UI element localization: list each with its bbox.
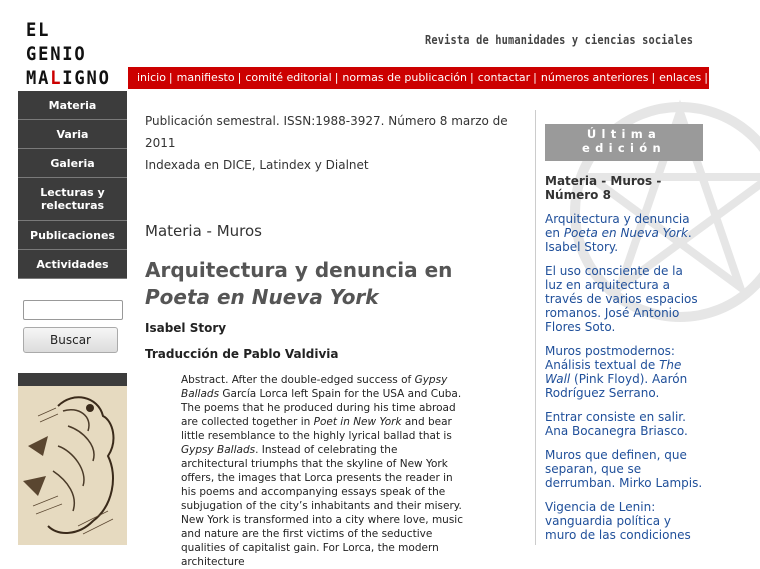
column-divider <box>535 110 536 545</box>
article-translator: Traducción de Pablo Valdivia <box>145 347 339 361</box>
latest-edition-links <box>545 212 703 542</box>
topnav-separator: | <box>533 71 537 84</box>
sidebar-divider-bar <box>18 373 127 386</box>
latest-edition-link[interactable]: Vigencia de Lenin: vanguardia política y muro de las condiciones <box>545 500 691 542</box>
article-author: Isabel Story <box>145 321 227 335</box>
site-tagline: Revista de humanidades y ciencias sociales <box>425 33 694 47</box>
topnav-separator: | <box>237 71 242 84</box>
topnav-separator: | <box>651 71 656 84</box>
topnav-item[interactable]: normas de publicación <box>342 71 468 84</box>
topnav-item[interactable]: enlaces <box>659 71 702 84</box>
sidebar-item-materia[interactable]: Materia <box>18 91 127 120</box>
latest-edition-link[interactable]: Arquitectura y denuncia en Poeta en Nueva York. Isabel Story. <box>545 212 692 254</box>
topnav-item[interactable]: inicio <box>137 71 166 84</box>
topnav-separator: | <box>704 71 708 84</box>
main-content <box>145 110 530 176</box>
latest-edition-link[interactable]: El uso consciente de la luz en arquitectura a través de varios espacios romanos. José Antonio Flores Soto. <box>545 264 698 334</box>
topnav-item[interactable]: contactar <box>477 71 531 84</box>
topnav-separator: | <box>168 71 173 84</box>
section-title: Materia - Muros <box>145 222 262 240</box>
site-logo[interactable] <box>18 18 128 89</box>
latest-edition-link[interactable]: Muros que definen, que separan, que se derrumban. Mirko Lampis. <box>545 448 703 490</box>
engraving-image <box>18 386 127 545</box>
article-title: Arquitectura y denuncia en Poeta en Nueva York <box>145 258 453 309</box>
top-navigation <box>128 67 709 89</box>
right-sidebar <box>545 124 703 542</box>
sidebar-item-galeria[interactable]: Galeria <box>18 149 127 178</box>
left-sidebar-nav <box>18 91 127 279</box>
latest-edition-link[interactable]: Entrar consiste en salir. Ana Bocanegra Briasco. <box>545 410 688 438</box>
article-abstract: Abstract. After the double-edged success of Gypsy Ballads García Lorca left Spain for the USA and Cuba. The poems that he produced during his time abroad are collected together in Poet in New York and bear little resemblance to the highly lyrical ballad that is Gypsy Ballads. Instead of celebrating the architectural triumphs that the skyline of New York offers, the images that Lorca presents the reader in his poems and accompanying essays speak of the subjugation of the city’s inhabitants and their misery. New York is transformed into a city where love, music and nature are the first victims of the seductive qualities of capitalist gain. For Lorca, the modern architecture <box>181 374 463 568</box>
search-input[interactable] <box>23 300 123 320</box>
publication-info <box>145 110 530 176</box>
topnav-separator: | <box>470 71 474 84</box>
sidebar-item-actividades[interactable]: Actividades <box>18 250 127 279</box>
publication-info-line-1: Publicación semestral. ISSN:1988-3927. Número 8 marzo de 2011 <box>145 114 508 150</box>
sidebar-item-lecturas[interactable]: Lecturas y relecturas <box>18 178 127 221</box>
logo-line-1: EL GENIO <box>26 19 87 65</box>
latest-edition-link[interactable]: Muros postmodernos: Análisis textual de The Wall (Pink Floyd). Aarón Rodríguez Serrano. <box>545 344 688 400</box>
latest-edition-heading: Última edición <box>545 124 703 161</box>
topnav-item[interactable]: comité editorial <box>245 71 332 84</box>
publication-info-line-2: Indexada en DICE, Latindex y Dialnet <box>145 158 369 172</box>
logo-line-2: MALIGNO <box>26 67 111 89</box>
search-button[interactable]: Buscar <box>23 327 118 353</box>
topnav-separator: | <box>334 71 339 84</box>
latest-edition-section: Materia - Muros - Número 8 <box>545 174 662 202</box>
sidebar-item-varia[interactable]: Varia <box>18 120 127 149</box>
topnav-item[interactable]: números anteriores <box>540 71 649 84</box>
sidebar-item-publicaciones[interactable]: Publicaciones <box>18 221 127 250</box>
topnav-item[interactable]: manifiesto <box>176 71 235 84</box>
